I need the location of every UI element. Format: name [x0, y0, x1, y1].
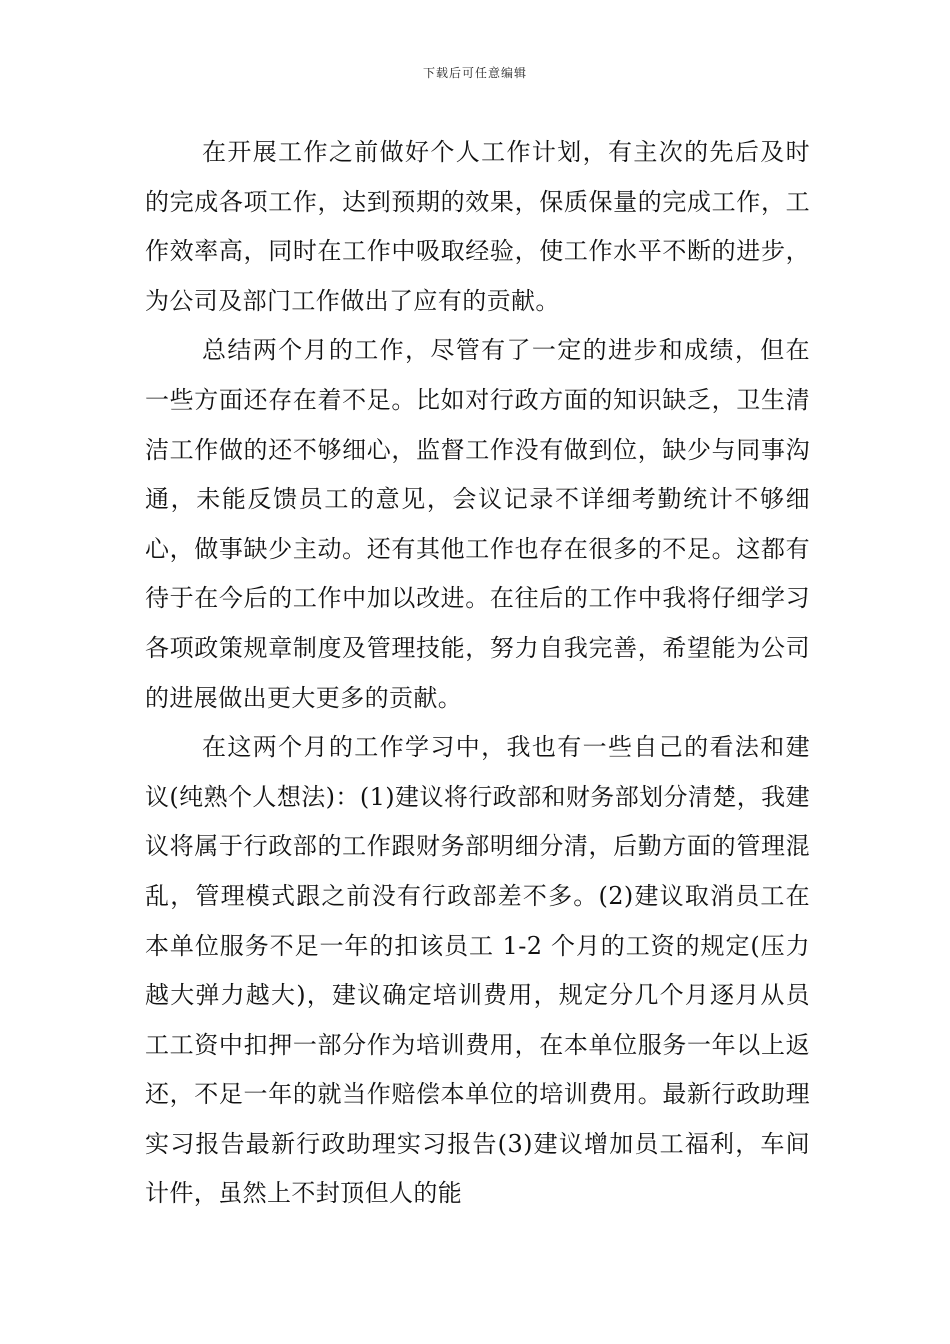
paragraph-1: 在开展工作之前做好个人工作计划，有主次的先后及时的完成各项工作，达到预期的效果，保质保量的完成工作，工作效率高，同时在工作中吸取经验，使工作水平不断的进步，为公司及部门工作做出了应有的贡献。: [145, 138, 810, 315]
document-body: [145, 128, 810, 1219]
page-header: 下载后可任意编辑: [422, 66, 527, 80]
paragraph-3: 在这两个月的工作学习中，我也有一些自己的看法和建议(纯熟个人想法)：(1)建议将行政部和财务部划分清楚，我建议将属于行政部的工作跟财务部明细分清，后勤方面的管理混乱，管理模式跟之前没有行政部差不多。(2)建议取消员工在本单位服务不足一年的扣该员工 1-2 个月的工资的规定(压力越大弹力越大)，建议确定培训费用，规定分几个月逐月从员工工资中扣押一部分作为培训费用，在本单位服务一年以上返还，不足一年的就当作赔偿本单位的培训费用。最新行政助理实习报告最新行政助理实习报告(3)建议增加员工福利，车间计件，虽然上不封顶但人的能: [145, 733, 810, 1208]
paragraph-2: 总结两个月的工作，尽管有了一定的进步和成绩，但在一些方面还存在着不足。比如对行政方面的知识缺乏，卫生清洁工作做的还不够细心，监督工作没有做到位，缺少与同事沟通，未能反馈员工的意见，会议记录不详细考勤统计不够细心，做事缺少主动。还有其他工作也存在很多的不足。这都有待于在今后的工作中加以改进。在往后的工作中我将仔细学习各项政策规章制度及管理技能，努力自我完善，希望能为公司的进展做出更大更多的贡献。: [145, 336, 810, 712]
